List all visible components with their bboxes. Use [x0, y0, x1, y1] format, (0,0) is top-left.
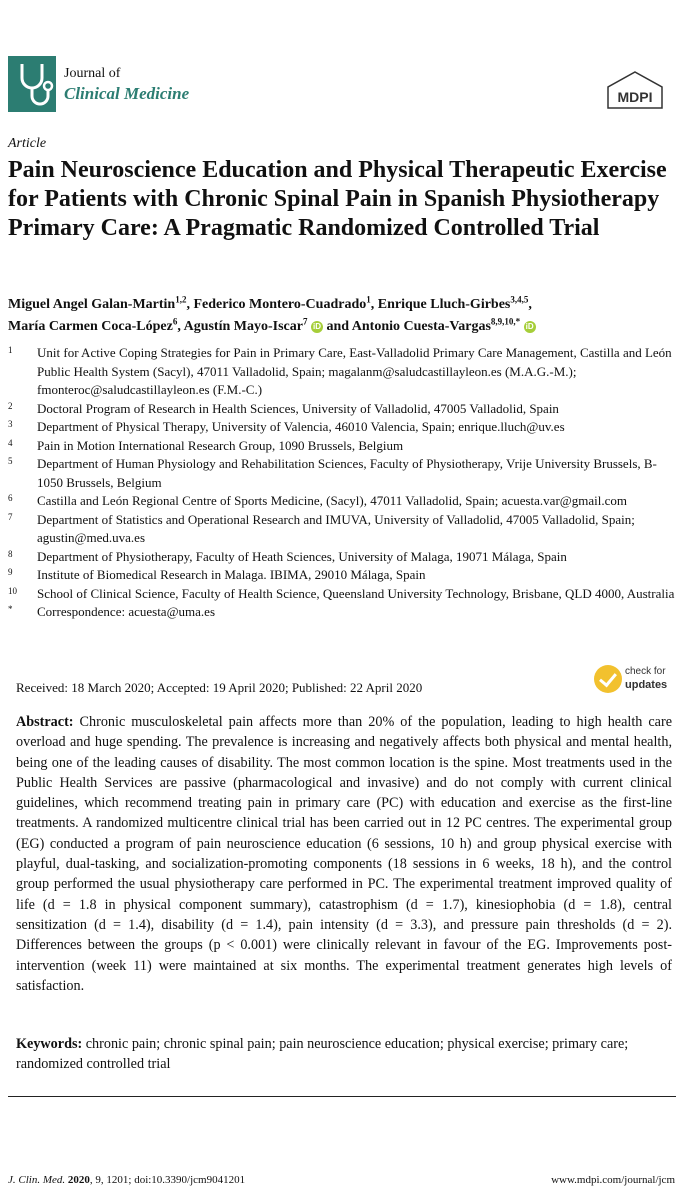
citation-journal: J. Clin. Med. — [8, 1174, 66, 1186]
paper-title: Pain Neuroscience Education and Physical Therapeutic Exercise for Patients with Chronic Spinal Pain in Spanish Physiotherapy Primary Care: A Pragmatic Randomized Controlled Trial — [8, 157, 667, 241]
check-for-label: check for — [625, 666, 666, 677]
journal-of-label: Journal of — [64, 66, 121, 81]
divider — [8, 1096, 676, 1097]
keywords — [16, 1034, 672, 1075]
footer-citation — [8, 1174, 245, 1186]
affiliation-number: 2 — [8, 400, 13, 411]
affiliation-item — [8, 566, 680, 585]
orcid-icon[interactable]: iD — [525, 322, 534, 331]
author-name[interactable]: Federico Montero-Cuadrado — [193, 297, 367, 312]
author-separator: , — [528, 297, 532, 312]
publisher-name: MDPI — [617, 89, 653, 105]
affiliation-item — [8, 455, 680, 492]
affiliation-text: Institute of Biomedical Research in Malaga. IBIMA, 29010 Málaga, Spain — [37, 567, 426, 582]
affiliation-number: 10 — [8, 585, 17, 596]
author-name[interactable]: María Carmen Coca-López — [8, 319, 173, 334]
checkmark-icon — [594, 665, 622, 693]
affiliation-text: Unit for Active Coping Strategies for Pain in Primary Care, East-Valladolid Primary Care Management, Castilla and León Public Health System (Sacyl), 47011 Valladolid, Spain; magalanm@saludcastillayleon.es (M.A.G.-M.); fmonteroc@saludcastillayleon.es (F.M.-C.) — [37, 345, 672, 397]
author-separator: , — [186, 297, 194, 312]
author-affiliation-ref: 1 — [366, 294, 371, 305]
publication-dates: Received: 18 March 2020; Accepted: 19 April 2020; Published: 22 April 2020 — [16, 680, 423, 695]
journal-name: Clinical Medicine — [64, 84, 190, 103]
affiliation-number: 5 — [8, 456, 13, 466]
author-affiliation-ref: 7 — [302, 316, 308, 327]
author-separator: , — [370, 297, 378, 312]
article-type: Article — [8, 136, 47, 151]
affiliation-text: Correspondence: acuesta@uma.es — [37, 604, 216, 619]
author-affiliation-ref: 6 — [172, 316, 178, 327]
affiliation-number: 9 — [8, 567, 13, 577]
affiliation-text: Castilla and León Regional Centre of Sports Medicine, (Sacyl), 47011 Valladolid, Spain; acuesta.var@gmail.com — [37, 493, 627, 508]
stethoscope-icon — [8, 56, 56, 112]
affiliation-text: Department of Human Physiology and Rehabilitation Sciences, Faculty of Physiotherapy, Vrije University Brussels, B-1050 Brussels, Belgium — [37, 456, 657, 490]
affiliation-text: Department of Statistics and Operational Research and IMUVA, University of Valladolid, 47005 Valladolid, Spain; agustin@med.uva.es — [37, 511, 635, 545]
author-name[interactable]: Miguel Angel Galan-Martin — [8, 297, 176, 312]
affiliation-text: Department of Physical Therapy, University of Valencia, 46010 Valencia, Spain; enrique.lluch@uv.es — [37, 419, 565, 434]
author-separator: and — [322, 319, 352, 334]
footer-journal-url[interactable]: www.mdpi.com/journal/jcm — [551, 1174, 675, 1186]
author-name[interactable]: Agustín Mayo-Iscar — [183, 319, 303, 334]
affiliation-number: 3 — [8, 419, 13, 429]
journal-logo — [8, 56, 56, 112]
affiliation-number: 4 — [8, 437, 13, 448]
check-for-updates-button[interactable] — [594, 663, 674, 697]
affiliation-item — [8, 344, 680, 400]
mdpi-logo — [602, 70, 668, 110]
affiliation-item — [8, 418, 680, 437]
affiliation-item — [8, 548, 680, 567]
affiliation-item — [8, 492, 680, 511]
author-affiliation-ref: 1,2 — [175, 294, 187, 305]
abstract-text: Chronic musculoskeletal pain affects more than 20% of the population, leading to high health care overload and huge spending. The prevalence is increasing and negatively affects both physical and mental health, being one of the leading causes of disability. The most common location is the spine. Most treatments used in the Public Health Services are passive (pharmacological and invasive) and do not comply with current clinical guidelines, which recommend treating pain in primary care (PC) with education and exercise as the first-line treatments. A randomized multicentre clinical trial has been carried out in 12 PC centres. The experimental group (EG) conducted a program of pain neuroscience education (6 sessions, 10 h) and group physical exercise with playful, dual-tasking, and socialization-promoting components (18 sessions in 6 weeks, 18 h), and the control group performed the usual physiotherapy care performed in PC. The experimental treatment improved quality of life (d = 1.8 in physical component summary), catastrophism (d = 1.7), kinesiophobia (d = 1.8), central sensitization (d = 1.4), disability (d = 1.4), pain intensity (d = 3.3), and pressure pain thresholds (d = 2). Differences between the groups (p < 0.001) were clinically relevant in favour of the EG. Improvements post-intervention (week 11) were maintained at six months. The experimental treatment generates high levels of satisfaction. — [16, 714, 673, 994]
affiliation-number: 6 — [8, 493, 13, 503]
affiliation-item — [8, 400, 680, 419]
affiliation-text: Department of Physiotherapy, Faculty of Heath Sciences, University of Malaga, 19071 Málaga, Spain — [37, 548, 567, 564]
orcid-icon[interactable]: iD — [312, 322, 321, 331]
affiliation-number: 7 — [8, 511, 13, 522]
author-list — [8, 294, 676, 338]
affiliation-number: * — [8, 604, 13, 614]
affiliation-number: 8 — [8, 548, 13, 559]
affiliation-item — [8, 437, 680, 456]
affiliation-item — [8, 585, 680, 604]
updates-label: updates — [625, 679, 668, 691]
author-separator: , — [177, 319, 184, 334]
author-affiliation-ref: 8,9,10,* — [490, 316, 521, 327]
affiliation-item — [8, 603, 680, 622]
citation-year: 2020 — [67, 1174, 90, 1186]
author-affiliation-ref: 3,4,5 — [510, 294, 529, 305]
abstract-label: Abstract: — [16, 714, 74, 730]
affiliation-number: 1 — [8, 345, 13, 355]
author-name[interactable]: Enrique Lluch-Girbes — [377, 297, 511, 312]
author-name[interactable]: Antonio Cuesta-Vargas — [351, 319, 491, 334]
affiliation-list — [8, 344, 680, 622]
citation-details: , 9, 1201; doi:10.3390/jcm9041201 — [89, 1174, 246, 1186]
abstract — [16, 712, 672, 996]
keywords-text: chronic pain; chronic spinal pain; pain neuroscience education; physical exercise; primary care; randomized controlled trial — [16, 1036, 629, 1073]
affiliation-text: Doctoral Program of Research in Health Sciences, University of Valladolid, 47005 Valladolid, Spain — [37, 400, 559, 416]
affiliation-item — [8, 511, 680, 548]
keywords-label: Keywords: — [16, 1036, 83, 1052]
affiliation-text: Pain in Motion International Research Group, 1090 Brussels, Belgium — [37, 437, 404, 453]
affiliation-text: School of Clinical Science, Faculty of Health Science, Queensland University Technology, Brisbane, QLD 4000, Australia — [37, 585, 675, 601]
